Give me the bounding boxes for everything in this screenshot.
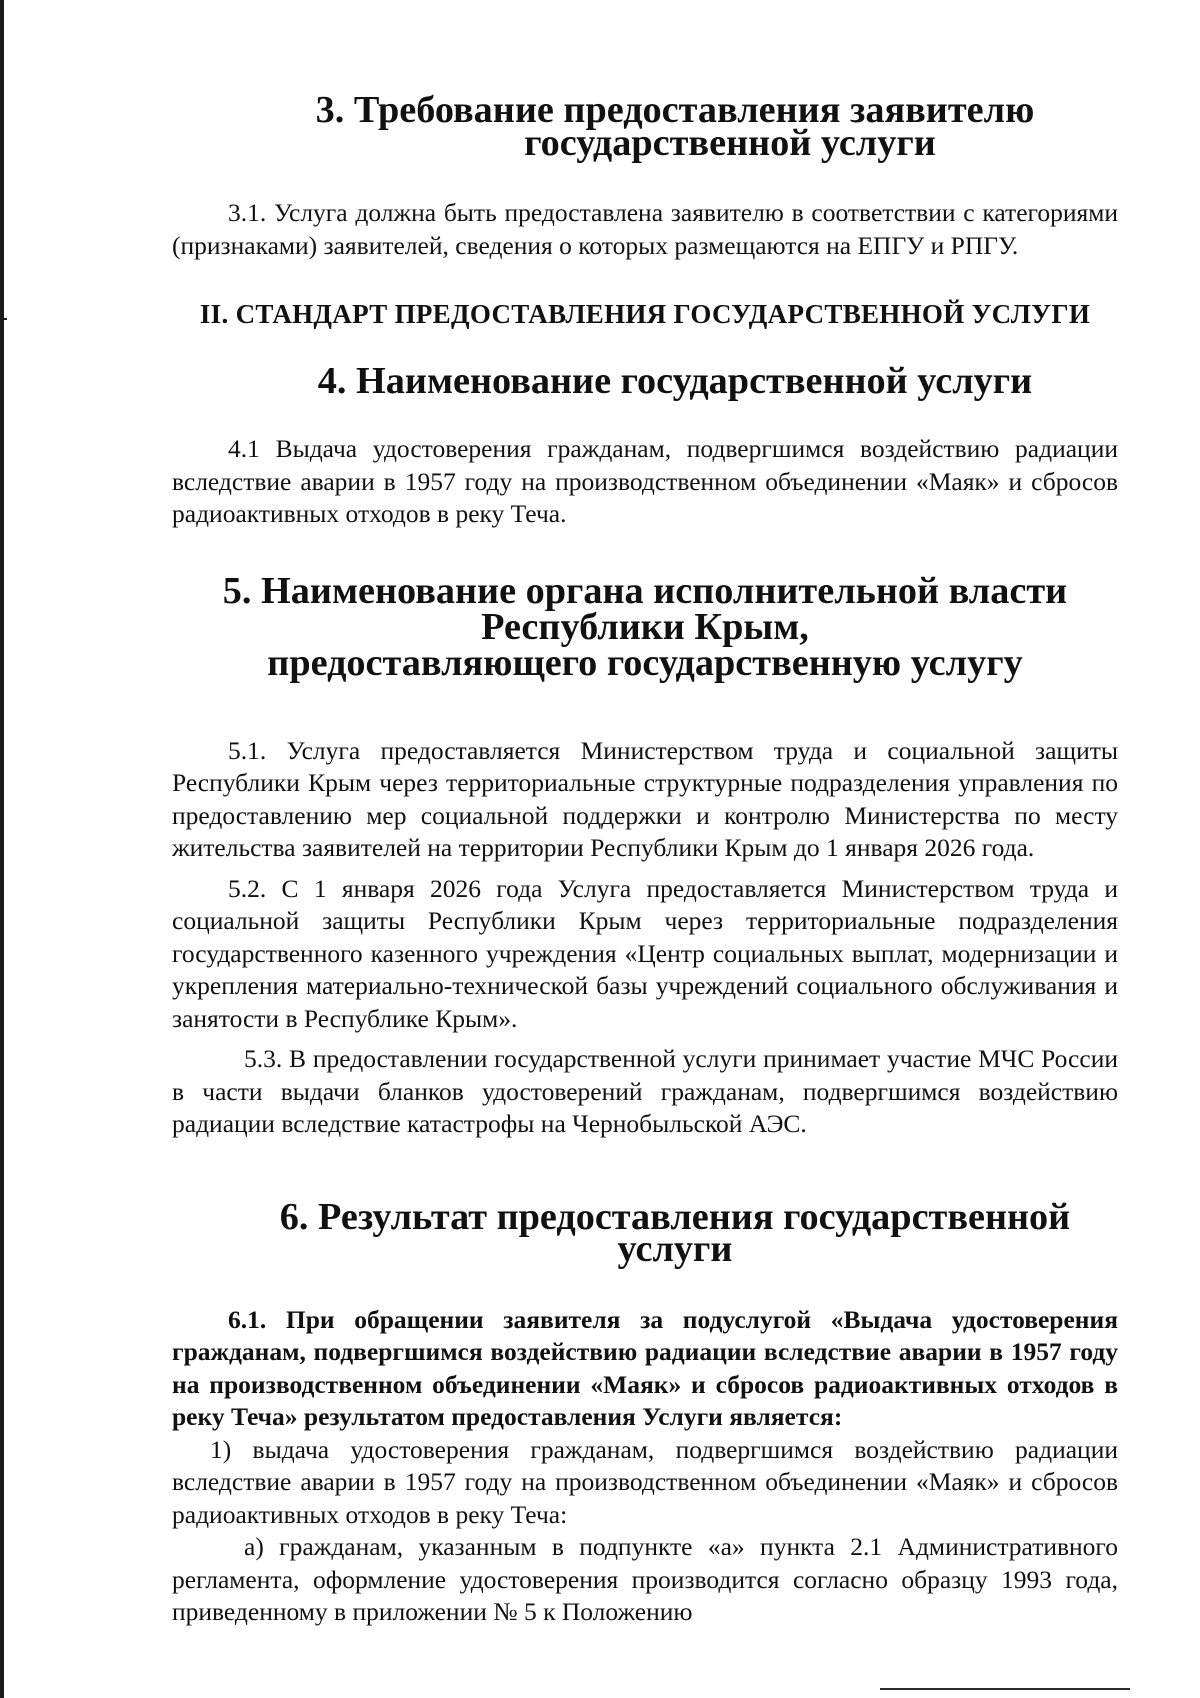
- section-5-title-line1: 5. Наименование органа исполнительной власти Республики Крым,: [222, 569, 1068, 648]
- page-bottom-rule: [880, 1688, 1130, 1690]
- section-3-title-line1: 3. Требование предоставления заявителю: [315, 89, 1035, 131]
- part-2-heading: II. СТАНДАРТ ПРЕДОСТАВЛЕНИЯ ГОСУДАРСТВЕННОЙ УСЛУГИ: [199, 299, 1091, 329]
- scan-edge-mark: [0, 318, 7, 320]
- section-5-heading: [172, 569, 1118, 684]
- paragraph-3-1: 3.1. Услуга должна быть предоставлена заявителю в соответствии с категориями (признаками) заявителей, сведения о которых размещаются на ЕПГУ и РПГУ.: [172, 198, 1118, 260]
- section-6-heading: 6. Результат предоставления государственной услуги: [279, 1195, 1071, 1270]
- paragraph-5-2: 5.2. С 1 января 2026 года Услуга предоставляется Министерством труда и социальной защиты Республики Крым через территориальные подразделения государственного казенного учреждения «Центр социальных выплат, модернизации и укрепления материально-технической базы учреждений социального обслуживания и занятости в Республике Крым».: [172, 873, 1118, 1033]
- paragraph-4-1: 4.1 Выдача удостоверения гражданам, подвергшимся воздействию радиации вследствие аварии в 1957 году на производственном объединении «Маяк» и сбросов радиоактивных отходов в реку Теча.: [172, 434, 1118, 528]
- paragraph-5-1: 5.1. Услуга предоставляется Министерством труда и социальной защиты Республики Крым через территориальные структурные подразделения управления по предоставлению мер социальной поддержки и контролю Министерства по месту жительства заявителей на территории Республики Крым до 1 января 2026 года.: [172, 735, 1118, 862]
- section-3-heading: [172, 89, 1118, 164]
- section-5-title-line2: предоставляющего государственную услугу: [267, 641, 1023, 684]
- section-4-heading: 4. Наименование государственной услуги: [317, 359, 1033, 402]
- paragraph-5-3: 5.3. В предоставлении государственной услуги принимает участие МЧС России в части выдачи бланков удостоверений гражданам, подвергшимся воздействию радиации вследствие катастрофы на Чернобыльской АЭС.: [172, 1044, 1118, 1138]
- scan-left-edge: [0, 0, 4, 1698]
- document-page: [172, 89, 1118, 1629]
- list-item-1: 1) выдача удостоверения гражданам, подвергшимся воздействию радиации вследствие аварии в 1957 году на производственном объединении «Маяк» и сбросов радиоактивных отходов в реку Теча:: [172, 1434, 1118, 1529]
- paragraph-6-1: 6.1. При обращении заявителя за подуслугой «Выдача удостоверения гражданам, подвергшимся воздействию радиации вследствие аварии в 1957 году на производственном объединении «Маяк» и сбросов радиоактивных отходов в реку Теча» результатом предоставления Услуги является:: [172, 1304, 1118, 1431]
- section-3-title-line2: государственной услуги: [524, 121, 936, 164]
- list-item-a: а) гражданам, указанным в подпункте «а» пункта 2.1 Административного регламента, оформление удостоверения производится согласно образцу 1993 года, приведенному в приложении № 5 к Положению: [172, 1532, 1118, 1626]
